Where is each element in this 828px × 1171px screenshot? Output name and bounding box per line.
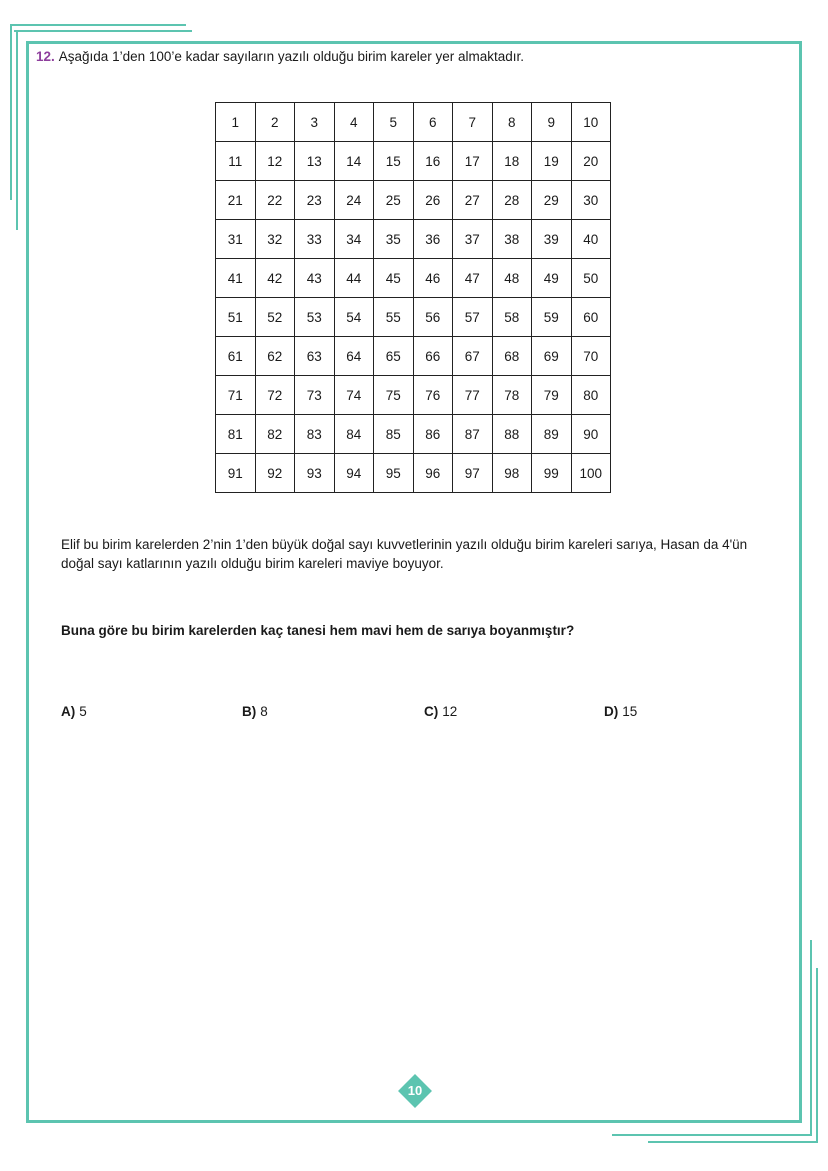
- paragraph-line: doğal sayı katlarının yazılı olduğu birim kareleri maviye boyuyor.: [61, 556, 444, 571]
- grid-cell: 80: [571, 376, 611, 415]
- number-grid: [215, 102, 611, 493]
- grid-cell: 98: [492, 454, 532, 493]
- grid-cell: 47: [453, 259, 493, 298]
- grid-cell: 93: [295, 454, 335, 493]
- grid-cell: 2: [255, 103, 295, 142]
- grid-cell: 28: [492, 181, 532, 220]
- grid-cell: 51: [216, 298, 256, 337]
- grid-cell: 95: [374, 454, 414, 493]
- grid-cell: 17: [453, 142, 493, 181]
- grid-cell: 48: [492, 259, 532, 298]
- grid-cell: 11: [216, 142, 256, 181]
- grid-cell: 94: [334, 454, 374, 493]
- page-number-badge: [399, 1075, 431, 1107]
- grid-cell: 12: [255, 142, 295, 181]
- grid-cell: 36: [413, 220, 453, 259]
- grid-cell: 59: [532, 298, 572, 337]
- choice-c[interactable]: [424, 703, 457, 721]
- grid-row: [216, 337, 611, 376]
- grid-cell: 21: [216, 181, 256, 220]
- grid-cell: 27: [453, 181, 493, 220]
- choice-a[interactable]: [61, 703, 87, 721]
- grid-row: [216, 181, 611, 220]
- top-left-decor-line: [14, 30, 192, 32]
- grid-cell: 56: [413, 298, 453, 337]
- grid-cell: 82: [255, 415, 295, 454]
- grid-cell: 32: [255, 220, 295, 259]
- grid-cell: 74: [334, 376, 374, 415]
- grid-cell: 52: [255, 298, 295, 337]
- grid-row: [216, 220, 611, 259]
- grid-cell: 60: [571, 298, 611, 337]
- grid-cell: 55: [374, 298, 414, 337]
- grid-cell: 73: [295, 376, 335, 415]
- grid-row: [216, 142, 611, 181]
- grid-cell: 25: [374, 181, 414, 220]
- grid-cell: 4: [334, 103, 374, 142]
- top-left-decor-line: [10, 24, 12, 200]
- grid-row: [216, 376, 611, 415]
- grid-cell: 3: [295, 103, 335, 142]
- question-header: [36, 48, 796, 66]
- grid-cell: 58: [492, 298, 532, 337]
- grid-cell: 15: [374, 142, 414, 181]
- choice-letter: A): [61, 704, 76, 719]
- grid-cell: 42: [255, 259, 295, 298]
- top-left-decor-line: [16, 30, 18, 230]
- grid-cell: 53: [295, 298, 335, 337]
- grid-cell: 34: [334, 220, 374, 259]
- grid-cell: 33: [295, 220, 335, 259]
- grid-cell: 8: [492, 103, 532, 142]
- grid-cell: 65: [374, 337, 414, 376]
- grid-cell: 88: [492, 415, 532, 454]
- grid-cell: 100: [571, 454, 611, 493]
- top-left-decor-line: [10, 24, 186, 26]
- grid-cell: 16: [413, 142, 453, 181]
- grid-cell: 67: [453, 337, 493, 376]
- grid-cell: 22: [255, 181, 295, 220]
- grid-row: [216, 454, 611, 493]
- grid-cell: 92: [255, 454, 295, 493]
- grid-cell: 19: [532, 142, 572, 181]
- grid-cell: 89: [532, 415, 572, 454]
- grid-cell: 96: [413, 454, 453, 493]
- grid-cell: 38: [492, 220, 532, 259]
- choice-value: 8: [260, 704, 268, 719]
- grid-cell: 26: [413, 181, 453, 220]
- grid-cell: 97: [453, 454, 493, 493]
- question-number: 12.: [36, 49, 55, 64]
- choice-d[interactable]: [604, 703, 637, 721]
- grid-row: [216, 415, 611, 454]
- grid-cell: 79: [532, 376, 572, 415]
- grid-cell: 68: [492, 337, 532, 376]
- grid-cell: 86: [413, 415, 453, 454]
- bottom-right-decor-line: [816, 968, 818, 1143]
- bottom-right-decor-line: [612, 1134, 810, 1136]
- choice-value: 15: [622, 704, 638, 719]
- grid-row: [216, 103, 611, 142]
- bottom-right-decor-line: [648, 1141, 816, 1143]
- question-prompt: Buna göre bu birim karelerden kaç tanesi hem mavi hem de sarıya boyanmıştır?: [61, 623, 575, 638]
- grid-cell: 90: [571, 415, 611, 454]
- choice-value: 5: [79, 704, 87, 719]
- grid-cell: 70: [571, 337, 611, 376]
- problem-paragraph: [61, 535, 791, 573]
- grid-cell: 49: [532, 259, 572, 298]
- grid-cell: 41: [216, 259, 256, 298]
- grid-cell: 18: [492, 142, 532, 181]
- grid-cell: 10: [571, 103, 611, 142]
- grid-cell: 29: [532, 181, 572, 220]
- grid-cell: 66: [413, 337, 453, 376]
- grid-cell: 69: [532, 337, 572, 376]
- grid-cell: 30: [571, 181, 611, 220]
- grid-cell: 43: [295, 259, 335, 298]
- page-number: 10: [407, 1083, 423, 1098]
- grid-cell: 81: [216, 415, 256, 454]
- grid-cell: 13: [295, 142, 335, 181]
- grid-cell: 20: [571, 142, 611, 181]
- grid-cell: 61: [216, 337, 256, 376]
- grid-cell: 75: [374, 376, 414, 415]
- grid-cell: 77: [453, 376, 493, 415]
- grid-cell: 23: [295, 181, 335, 220]
- grid-cell: 91: [216, 454, 256, 493]
- grid-row: [216, 298, 611, 337]
- grid-cell: 84: [334, 415, 374, 454]
- grid-cell: 7: [453, 103, 493, 142]
- grid-cell: 45: [374, 259, 414, 298]
- grid-cell: 78: [492, 376, 532, 415]
- grid-cell: 64: [334, 337, 374, 376]
- grid-cell: 50: [571, 259, 611, 298]
- grid-row: [216, 259, 611, 298]
- grid-cell: 31: [216, 220, 256, 259]
- grid-cell: 62: [255, 337, 295, 376]
- grid-cell: 57: [453, 298, 493, 337]
- choice-value: 12: [442, 704, 458, 719]
- grid-cell: 1: [216, 103, 256, 142]
- grid-cell: 24: [334, 181, 374, 220]
- grid-cell: 35: [374, 220, 414, 259]
- choice-letter: D): [604, 704, 619, 719]
- choice-b[interactable]: [242, 703, 268, 721]
- grid-cell: 87: [453, 415, 493, 454]
- grid-cell: 5: [374, 103, 414, 142]
- grid-cell: 54: [334, 298, 374, 337]
- grid-cell: 71: [216, 376, 256, 415]
- grid-cell: 63: [295, 337, 335, 376]
- choice-letter: C): [424, 704, 439, 719]
- grid-cell: 37: [453, 220, 493, 259]
- grid-cell: 6: [413, 103, 453, 142]
- grid-cell: 40: [571, 220, 611, 259]
- grid-cell: 76: [413, 376, 453, 415]
- grid-cell: 72: [255, 376, 295, 415]
- grid-cell: 39: [532, 220, 572, 259]
- grid-cell: 14: [334, 142, 374, 181]
- grid-cell: 99: [532, 454, 572, 493]
- grid-cell: 83: [295, 415, 335, 454]
- grid-cell: 46: [413, 259, 453, 298]
- choice-letter: B): [242, 704, 257, 719]
- question-text: Aşağıda 1’den 100’e kadar sayıların yazılı olduğu birim kareler yer almaktadır.: [58, 49, 525, 64]
- paragraph-line: Elif bu birim karelerden 2’nin 1’den büyük doğal sayı kuvvetlerinin yazılı olduğu birim kareleri sarıya, Hasan da 4'ün: [61, 537, 748, 552]
- grid-cell: 44: [334, 259, 374, 298]
- bottom-right-decor-line: [810, 940, 812, 1136]
- grid-cell: 9: [532, 103, 572, 142]
- grid-cell: 85: [374, 415, 414, 454]
